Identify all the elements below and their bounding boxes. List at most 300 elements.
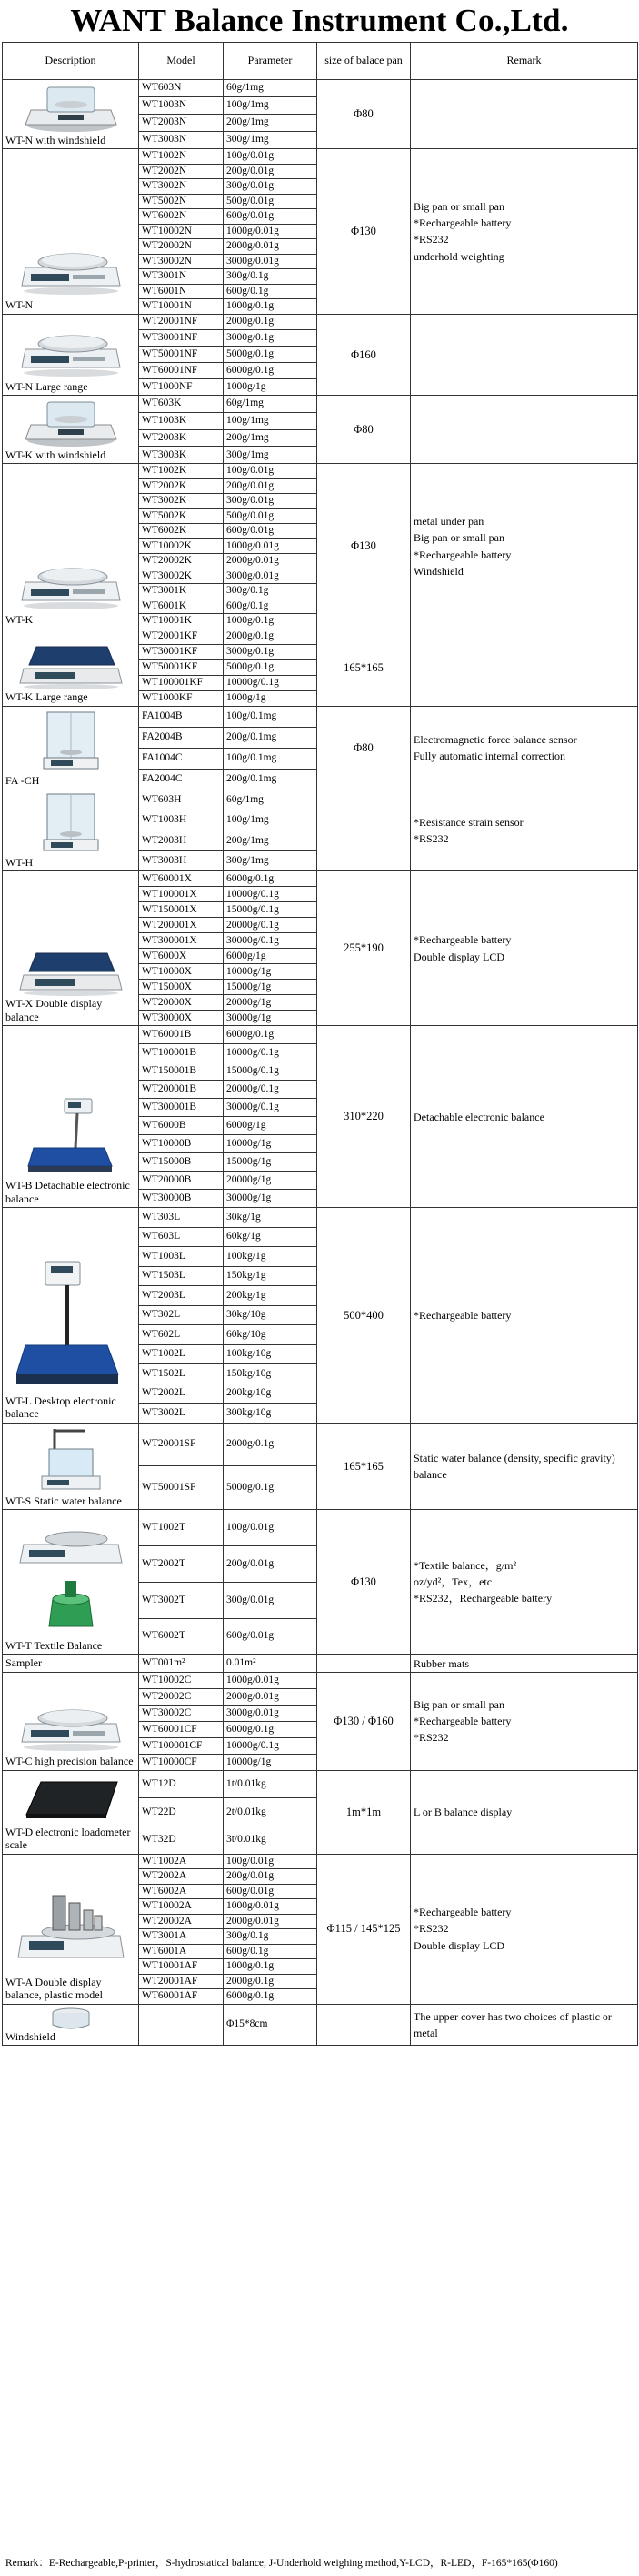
model-cell: WT60001X: [139, 871, 224, 887]
remark-cell: [411, 1854, 638, 2004]
description-cell: [3, 395, 139, 463]
model-cell: FA2004B: [139, 727, 224, 748]
description-text: WT-N with windshield: [5, 133, 106, 146]
model-cell: WT60001AF: [139, 1989, 224, 2005]
parameter-cell: 30kg/1g: [224, 1208, 317, 1228]
parameter-cell: 200g/0.01g: [224, 1869, 317, 1885]
parameter-cell: 200g/1mg: [224, 830, 317, 850]
model-cell: WT12D: [139, 1770, 224, 1798]
description-cell: [3, 1208, 139, 1424]
parameter-cell: 600g/0.1g: [224, 599, 317, 614]
table-row: [3, 80, 638, 97]
remark-line: Big pan or small pan: [414, 531, 504, 545]
remark-line: *Rechargeable battery: [414, 1715, 512, 1728]
parameter-cell: 6000g/1g: [224, 1117, 317, 1135]
model-cell: WT3002T: [139, 1582, 224, 1618]
model-cell: WT1003L: [139, 1247, 224, 1267]
model-cell: WT603L: [139, 1227, 224, 1247]
parameter-cell: 2t/0.01kg: [224, 1798, 317, 1826]
description-text: WT-X Double display balance: [5, 997, 103, 1023]
parameter-cell: 2000g/0.1g: [224, 314, 317, 330]
parameter-cell: 600g/0.01g: [224, 1884, 317, 1899]
parameter-cell: 100kg/10g: [224, 1344, 317, 1364]
model-cell: WT1502L: [139, 1364, 224, 1384]
table-row: [3, 2004, 638, 2045]
description-cell: [3, 149, 139, 315]
parameter-cell: 30000g/1g: [224, 1011, 317, 1026]
parameter-cell: 15000g/0.1g: [224, 902, 317, 918]
parameter-cell: 10000g/0.1g: [224, 887, 317, 902]
pan-size-cell: Φ80: [317, 395, 411, 463]
parameter-cell: 15000g/1g: [224, 1153, 317, 1172]
model-cell: WT6001N: [139, 284, 224, 299]
header-description: Description: [3, 43, 139, 80]
round-pan-balance-icon: [5, 235, 135, 298]
model-cell: WT10002N: [139, 224, 224, 239]
description-cell: [3, 706, 139, 790]
platform-scale-icon: [5, 1258, 135, 1394]
model-cell: WT30001NF: [139, 330, 224, 347]
table-row: [3, 395, 638, 412]
model-cell: WT60001CF: [139, 1721, 224, 1737]
windshield-balance-icon: [5, 83, 135, 134]
description-text: WT-K with windshield: [5, 448, 106, 461]
model-cell: WT50001NF: [139, 347, 224, 363]
model-cell: WT2002N: [139, 164, 224, 179]
model-cell: WT1000NF: [139, 379, 224, 396]
remark-cell: [411, 149, 638, 315]
remark-line: *RS232: [414, 831, 449, 845]
table-row: [3, 1770, 638, 1798]
remark-cell: [411, 629, 638, 706]
windshield-balance-icon: [5, 397, 135, 448]
parameter-cell: 6000g/0.1g: [224, 1989, 317, 2005]
remark-line: Big pan or small pan: [414, 1697, 504, 1711]
model-cell: WT1002T: [139, 1510, 224, 1546]
remark-line: Rubber mats: [414, 1656, 469, 1670]
parameter-cell: 3000g/0.1g: [224, 644, 317, 659]
model-cell: WT2003N: [139, 115, 224, 132]
parameter-cell: 2000g/0.1g: [224, 629, 317, 644]
model-cell: WT6001K: [139, 599, 224, 614]
model-cell: WT30000B: [139, 1190, 224, 1208]
parameter-cell: 1000g/0.01g: [224, 1672, 317, 1688]
description-text: WT-N Large range: [5, 379, 88, 393]
parameter-cell: 100g/0.01g: [224, 1854, 317, 1869]
remark-cell: [411, 1655, 638, 1672]
parameter-cell: 100g/0.1mg: [224, 748, 317, 769]
model-cell: WT603N: [139, 80, 224, 97]
parameter-cell: 15000g/0.1g: [224, 1062, 317, 1081]
model-cell: WT3001A: [139, 1929, 224, 1945]
parameter-cell: 500g/0.01g: [224, 194, 317, 209]
remark-line: *Rechargeable battery: [414, 216, 512, 229]
model-cell: FA1004C: [139, 748, 224, 769]
model-cell: WT20002N: [139, 239, 224, 255]
description-cell: [3, 629, 139, 706]
company-title: WANT Balance Instrument Co.,Ltd.: [70, 3, 569, 38]
parameter-cell: 300g/0.1g: [224, 1929, 317, 1945]
remark-line: *Rechargeable battery: [414, 933, 512, 947]
model-cell: WT2003H: [139, 830, 224, 850]
parameter-cell: 100g/0.01g: [224, 149, 317, 165]
model-cell: WT3001N: [139, 269, 224, 285]
model-cell: WT30002K: [139, 569, 224, 584]
header-parameter: Parameter: [224, 43, 317, 80]
parameter-cell: 300g/0.1g: [224, 269, 317, 285]
remark-line: Windshield: [414, 564, 464, 578]
parameter-cell: 30000g/1g: [224, 1190, 317, 1208]
remark-line: *RS232，Rechargeable battery: [414, 1592, 553, 1605]
parameter-cell: 3000g/0.01g: [224, 1705, 317, 1721]
parameter-cell: 200kg/10g: [224, 1384, 317, 1404]
pan-size-cell: 1m*1m: [317, 1770, 411, 1854]
parameter-cell: 100kg/1g: [224, 1247, 317, 1267]
model-cell: WT6002K: [139, 524, 224, 539]
remark-line: Static water balance (density, specific gravity) balance: [414, 1451, 615, 1481]
model-cell: WT10001N: [139, 299, 224, 315]
parameter-cell: 60g/1mg: [224, 395, 317, 412]
parameter-cell: 600g/0.01g: [224, 209, 317, 225]
table-row: [3, 1510, 638, 1546]
pan-size-cell: Φ80: [317, 706, 411, 790]
parameter-cell: 1000g/0.1g: [224, 614, 317, 629]
table-row: [3, 790, 638, 810]
header-remark: Remark: [411, 43, 638, 80]
parameter-cell: 20000g/0.1g: [224, 1081, 317, 1099]
model-cell: WT6002T: [139, 1618, 224, 1655]
description-cell: [3, 1423, 139, 1509]
remark-line: underhold weighting: [414, 249, 504, 263]
table-row: [3, 871, 638, 887]
model-cell: WT10000CF: [139, 1754, 224, 1770]
description-cell: [3, 2004, 139, 2045]
model-cell: WT3002N: [139, 179, 224, 195]
parameter-cell: 6000g/0.1g: [224, 1721, 317, 1737]
model-cell: WT30002C: [139, 1705, 224, 1721]
description-cell: [3, 1770, 139, 1854]
parameter-cell: 10000g/0.1g: [224, 1737, 317, 1754]
analytical-balance-icon: [5, 710, 135, 774]
water-density-balance-icon: [5, 1425, 135, 1494]
model-cell: WT2002L: [139, 1384, 224, 1404]
table-row: [3, 464, 638, 479]
remark-line: *RS232: [414, 233, 449, 247]
model-cell: WT2002A: [139, 1869, 224, 1885]
remark-line: Electromagnetic force balance sensor: [414, 732, 577, 746]
table-row: [3, 1655, 638, 1672]
pan-size-cell: 165*165: [317, 1423, 411, 1509]
parameter-cell: 300kg/10g: [224, 1404, 317, 1424]
parameter-cell: 1000g/1g: [224, 379, 317, 396]
parameter-cell: 2000g/0.1g: [224, 1423, 317, 1466]
model-cell: WT1003K: [139, 412, 224, 429]
parameter-cell: 200kg/1g: [224, 1286, 317, 1306]
pan-size-cell: Φ160: [317, 314, 411, 395]
description-text: FA -CH: [5, 774, 40, 788]
weights-balance-icon: [5, 1876, 135, 1976]
parameter-cell: 100g/1mg: [224, 412, 317, 429]
parameter-cell: 200g/0.1mg: [224, 727, 317, 748]
remark-line: L or B balance display: [414, 1806, 513, 1819]
model-cell: WT1002N: [139, 149, 224, 165]
parameter-cell: 600g/0.1g: [224, 1944, 317, 1959]
model-cell: WT602L: [139, 1325, 224, 1345]
model-cell: WT3003N: [139, 132, 224, 149]
remark-cell: [411, 1208, 638, 1424]
model-cell: WT100001B: [139, 1044, 224, 1062]
parameter-cell: 1000g/1g: [224, 690, 317, 706]
model-cell: WT5002N: [139, 194, 224, 209]
parameter-cell: 300g/0.01g: [224, 1582, 317, 1618]
pan-size-cell: 165*165: [317, 629, 411, 706]
round-pan-balance-icon: [5, 317, 135, 380]
parameter-cell: 2000g/0.1g: [224, 1974, 317, 1989]
pan-size-cell: Φ130: [317, 464, 411, 629]
remark-cell: [411, 395, 638, 463]
parameter-cell: 150kg/10g: [224, 1364, 317, 1384]
model-cell: WT2002K: [139, 478, 224, 494]
parameter-cell: 1000g/0.01g: [224, 538, 317, 554]
remark-cell: [411, 1510, 638, 1655]
parameter-cell: 100g/1mg: [224, 97, 317, 115]
parameter-cell: 200g/0.1mg: [224, 769, 317, 790]
table-row: [3, 314, 638, 330]
model-cell: WT20000X: [139, 995, 224, 1011]
model-cell: WT10000X: [139, 964, 224, 980]
parameter-cell: 60g/1mg: [224, 80, 317, 97]
remark-cell: [411, 871, 638, 1026]
description-text: WT-K Large range: [5, 690, 88, 704]
description-cell: [3, 1672, 139, 1770]
model-cell: WT60001NF: [139, 363, 224, 379]
parameter-cell: 100g/0.01g: [224, 1510, 317, 1546]
parameter-cell: 15000g/1g: [224, 980, 317, 995]
remark-line: *RS232: [414, 1922, 449, 1936]
table-row: [3, 1208, 638, 1228]
model-cell: WT20002K: [139, 554, 224, 569]
parameter-cell: 20000g/1g: [224, 1172, 317, 1190]
model-cell: WT30001KF: [139, 644, 224, 659]
model-cell: WT10000B: [139, 1135, 224, 1153]
model-cell: WT3003K: [139, 447, 224, 464]
parameter-cell: 300g/1mg: [224, 132, 317, 149]
table-row: [3, 1423, 638, 1466]
remark-cell: [411, 1423, 638, 1509]
model-cell: FA2004C: [139, 769, 224, 790]
parameter-cell: 1000g/0.1g: [224, 1959, 317, 1975]
remark-line: Double display LCD: [414, 950, 504, 963]
description-cell: [3, 1655, 139, 1672]
parameter-cell: 2000g/0.01g: [224, 1688, 317, 1705]
model-cell: WT1000KF: [139, 690, 224, 706]
parameter-cell: 30000g/0.1g: [224, 1099, 317, 1117]
textile-balance-icon: [5, 1512, 135, 1639]
model-cell: WT20001SF: [139, 1423, 224, 1466]
pan-size-cell: Φ80: [317, 80, 411, 149]
description-cell: [3, 1854, 139, 2004]
model-cell: WT1002A: [139, 1854, 224, 1869]
parameter-cell: 1000g/0.01g: [224, 1899, 317, 1915]
parameter-cell: 10000g/0.1g: [224, 1044, 317, 1062]
model-cell: WT1503L: [139, 1266, 224, 1286]
pan-size-cell: Φ115 / 145*125: [317, 1854, 411, 2004]
header-size: size of balace pan: [317, 43, 411, 80]
parameter-cell: 5000g/0.1g: [224, 659, 317, 675]
model-cell: WT3002K: [139, 494, 224, 509]
parameter-cell: 1000g/0.01g: [224, 224, 317, 239]
remark-line: *Rechargeable battery: [414, 548, 512, 561]
parameter-cell: 10000g/0.1g: [224, 675, 317, 690]
parameter-cell: 6000g/0.1g: [224, 871, 317, 887]
parameter-cell: 200g/0.01g: [224, 164, 317, 179]
model-cell: WT5002K: [139, 508, 224, 524]
model-cell: WT50001SF: [139, 1466, 224, 1510]
parameter-cell: 3000g/0.01g: [224, 254, 317, 269]
model-cell: WT150001X: [139, 902, 224, 918]
parameter-cell: 200g/1mg: [224, 429, 317, 447]
description-cell: [3, 464, 139, 629]
remark-line: Big pan or small pan: [414, 199, 504, 213]
parameter-cell: 20000g/1g: [224, 995, 317, 1011]
parameter-cell: 2000g/0.01g: [224, 1914, 317, 1929]
parameter-cell: 300g/0.1g: [224, 584, 317, 599]
parameter-cell: 30000g/0.1g: [224, 933, 317, 949]
model-cell: WT303L: [139, 1208, 224, 1228]
parameter-cell: 300g/1mg: [224, 850, 317, 870]
parameter-cell: 200g/1mg: [224, 115, 317, 132]
model-cell: WT10002C: [139, 1672, 224, 1688]
parameter-cell: 30kg/10g: [224, 1305, 317, 1325]
model-cell: WT100001CF: [139, 1737, 224, 1754]
model-cell: WT100001X: [139, 887, 224, 902]
table-row: [3, 1854, 638, 1869]
model-cell: WT3003H: [139, 850, 224, 870]
parameter-cell: 500g/0.01g: [224, 508, 317, 524]
model-cell: WT200001X: [139, 918, 224, 933]
model-cell: WT32D: [139, 1826, 224, 1855]
parameter-cell: 150kg/1g: [224, 1266, 317, 1286]
parameter-cell: 200g/0.01g: [224, 1545, 317, 1582]
description-text: WT-H: [5, 855, 34, 869]
model-cell: WT22D: [139, 1798, 224, 1826]
model-cell: WT1003N: [139, 97, 224, 115]
remark-line: *RS232: [414, 1731, 449, 1745]
parameter-cell: 10000g/1g: [224, 1135, 317, 1153]
parameter-cell: 20000g/0.1g: [224, 918, 317, 933]
remark-line: *Resistance strain sensor: [414, 815, 524, 829]
model-cell: WT603H: [139, 790, 224, 810]
model-cell: WT60001B: [139, 1026, 224, 1044]
product-table: [2, 42, 638, 2046]
description-text: Windshield: [5, 2029, 55, 2043]
model-cell: WT10001AF: [139, 1959, 224, 1975]
model-cell: WT603K: [139, 395, 224, 412]
description-text: WT-B Detachable electronic balance: [5, 1179, 130, 1205]
description-text: WT-A Double display balance, plastic model: [5, 1975, 103, 2002]
description-cell: [3, 790, 139, 870]
remark-cell: [411, 464, 638, 629]
description-cell: [3, 871, 139, 1026]
model-cell: WT3001K: [139, 584, 224, 599]
model-cell: WT15000X: [139, 980, 224, 995]
product-table-body: [3, 80, 638, 2046]
model-cell: WT10001K: [139, 614, 224, 629]
table-row: [3, 149, 638, 165]
model-cell: WT300001X: [139, 933, 224, 949]
pan-size-cell: 310*220: [317, 1026, 411, 1208]
round-pan-balance-icon: [5, 549, 135, 613]
parameter-cell: 600g/0.01g: [224, 1618, 317, 1655]
description-text: WT-S Static water balance: [5, 1494, 122, 1507]
model-cell: WT20001KF: [139, 629, 224, 644]
model-cell: WT20002C: [139, 1688, 224, 1705]
parameter-cell: 6000g/1g: [224, 949, 317, 964]
description-text: WT-C high precision balance: [5, 1755, 134, 1768]
parameter-cell: 100g/0.01g: [224, 464, 317, 479]
model-cell: FA1004B: [139, 706, 224, 727]
model-cell: WT6000B: [139, 1117, 224, 1135]
parameter-cell: 1t/0.01kg: [224, 1770, 317, 1798]
model-cell: WT302L: [139, 1305, 224, 1325]
model-cell: WT1002L: [139, 1344, 224, 1364]
description-text: WT-K: [5, 613, 34, 627]
model-cell: [139, 2004, 224, 2045]
description-cell: [3, 314, 139, 395]
bench-scale-icon: [5, 1095, 135, 1179]
remark-cell: [411, 1026, 638, 1208]
model-cell: WT2003K: [139, 429, 224, 447]
parameter-cell: 5000g/0.1g: [224, 347, 317, 363]
floor-pad-scale-icon: [5, 1773, 135, 1826]
model-cell: WT10002K: [139, 538, 224, 554]
remark-line: Double display LCD: [414, 1938, 504, 1952]
model-cell: WT20001NF: [139, 314, 224, 330]
description-text: WT-N: [5, 298, 34, 312]
parameter-cell: 300g/0.01g: [224, 494, 317, 509]
parameter-cell: 10000g/1g: [224, 964, 317, 980]
parameter-cell: Φ15*8cm: [224, 2004, 317, 2045]
remark-line: Detachable electronic balance: [414, 1110, 544, 1123]
parameter-cell: 3000g/0.01g: [224, 569, 317, 584]
remark-line: *Textile balance，g/m²: [414, 1558, 517, 1572]
parameter-cell: 300g/1mg: [224, 447, 317, 464]
model-cell: WT30000X: [139, 1011, 224, 1026]
pan-size-cell: 255*190: [317, 871, 411, 1026]
parameter-cell: 0.01m²: [224, 1655, 317, 1672]
parameter-cell: 2000g/0.01g: [224, 239, 317, 255]
remark-cell: [411, 706, 638, 790]
remark-cell: [411, 80, 638, 149]
parameter-cell: 600g/0.1g: [224, 284, 317, 299]
model-cell: WT50001KF: [139, 659, 224, 675]
table-row: [3, 1672, 638, 1688]
parameter-cell: 60kg/10g: [224, 1325, 317, 1345]
model-cell: WT20000B: [139, 1172, 224, 1190]
pan-size-cell: Φ130 / Φ160: [317, 1672, 411, 1770]
model-cell: WT6000X: [139, 949, 224, 964]
windshield-cover-icon: [5, 2007, 135, 2030]
pan-size-cell: 500*400: [317, 1208, 411, 1424]
description-text: WT-D electronic loadometer scale: [5, 1825, 131, 1852]
model-cell: WT20001AF: [139, 1974, 224, 1989]
table-row: [3, 1026, 638, 1044]
model-cell: WT6001A: [139, 1944, 224, 1959]
remark-line: Fully automatic internal correction: [414, 750, 565, 763]
remark-cell: [411, 2004, 638, 2045]
pan-size-cell: [317, 2004, 411, 2045]
parameter-cell: 100g/0.1mg: [224, 706, 317, 727]
